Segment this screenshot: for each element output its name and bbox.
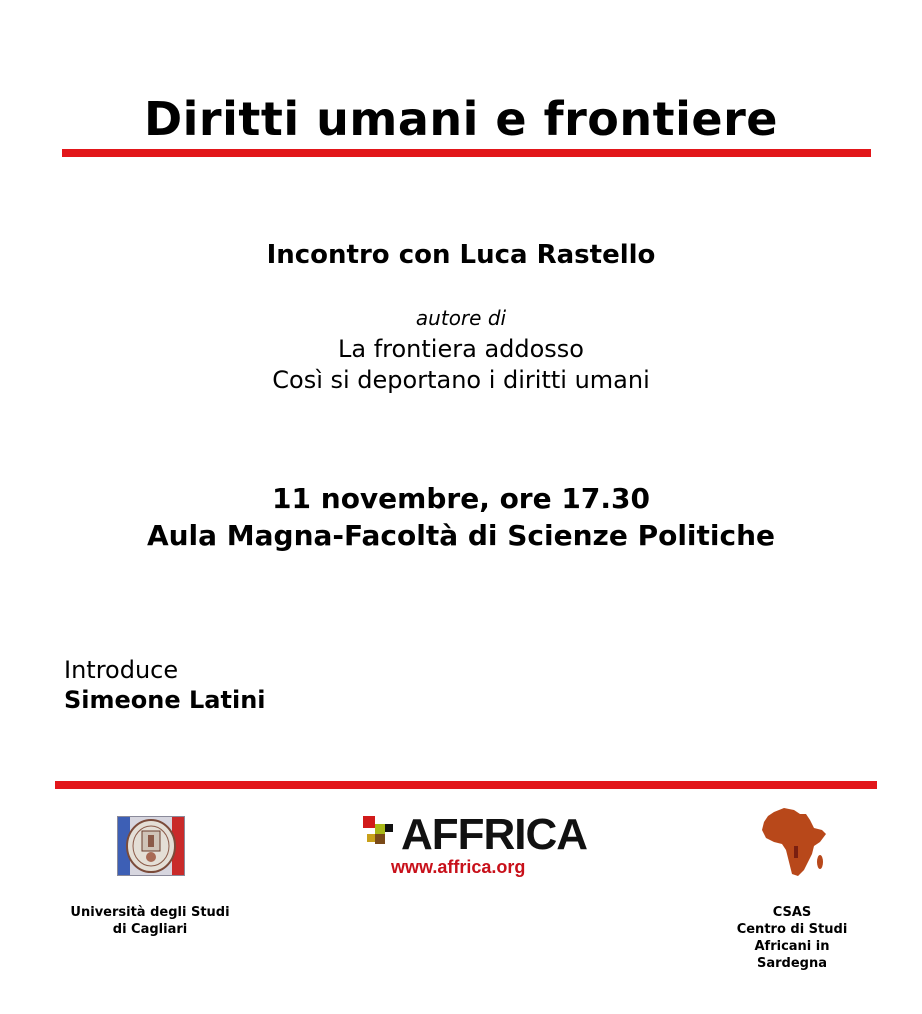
affrica-wordmark: AFFRICA: [401, 810, 588, 859]
poster-title: Diritti umani e frontiere: [143, 92, 779, 146]
introducer-name: Simeone Latini: [64, 686, 266, 714]
csas-caption: [712, 904, 872, 972]
event-subtitle: Incontro con Luca Rastello: [266, 240, 656, 270]
csas-caption-line-4: Sardegna: [756, 956, 827, 971]
university-caption-line-2: di Cagliari: [112, 922, 188, 937]
title-divider: [62, 149, 871, 157]
author-of-label: autore di: [415, 306, 507, 330]
affrica-logo: [363, 812, 593, 882]
book-title-2: Così si deportano i diritti umani: [272, 366, 650, 394]
event-date: 11 novembre, ore 17.30: [272, 482, 650, 515]
csas-caption-line-1: CSAS: [772, 905, 812, 920]
introduce-label: Introduce: [64, 656, 179, 684]
affrica-url: www.affrica.org: [391, 857, 526, 877]
csas-caption-line-2: Centro di Studi: [736, 922, 848, 937]
affrica-mark-icon: [363, 816, 399, 852]
book-title-1: La frontiera addosso: [338, 335, 584, 363]
africa-map-icon: [760, 806, 828, 878]
university-caption: [62, 904, 238, 938]
university-seal-logo: [117, 816, 185, 876]
footer-divider: [55, 781, 877, 789]
university-caption-line-1: Università degli Studi: [70, 905, 230, 920]
csas-caption-line-3: Africani in: [754, 939, 830, 954]
event-venue: Aula Magna-Facoltà di Scienze Politiche: [146, 519, 776, 552]
